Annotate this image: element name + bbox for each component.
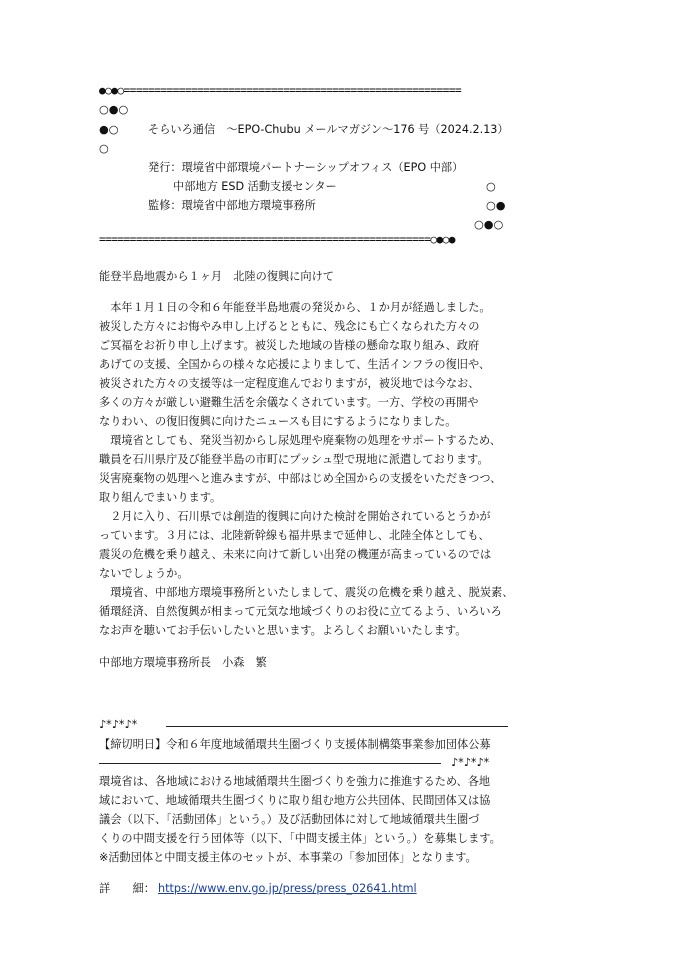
article-line: 多くの方々が厳しい避難生活を余儀なくされています。一方、学校の再開や — [99, 396, 479, 409]
header-decoration: ○ — [99, 142, 109, 155]
notice-line: くりの中間支援を行う団体等（以下、「中間支援主体」という。）を募集します。 — [99, 832, 501, 845]
article-line: ご冥福をお祈り申し上げます。被災した地域の皆様の懸命な取り組み、政府 — [99, 339, 480, 352]
notice-line: 環境省は、各地域における地域循環共生圏づくりを強力に推進するため、各地 — [99, 775, 491, 788]
article-line: なりわい、の復旧復興に向けたニュースも目にするようになりました。 — [99, 415, 457, 428]
supervisor-line: 監修：環境省中部地方環境事務所 — [148, 199, 316, 212]
article-heading: 能登半島地震から１ヶ月 北陸の復興に向けて — [99, 270, 334, 283]
newsletter-title: そらいろ通信 ～EPO-Chubu メールマガジン～176 号（2024.2.13） — [148, 123, 509, 136]
divider — [166, 726, 508, 727]
header-rule-bottom: ======================================================○●○● — [99, 233, 455, 246]
article-signature: 中部地方環境事務所長 小森 繁 — [99, 656, 267, 669]
article-line: なお声を聴いてお手伝いしたいと思います。よろしくお願いいたします。 — [99, 624, 467, 637]
header-decoration: ○●○ — [474, 218, 504, 231]
notice-title: 【締切明日】令和６年度地域循環共生圏づくり支援体制構築事業参加団体公募 — [99, 738, 491, 751]
notice-line: ※活動団体と中間支援主体のセットが、本事業の「参加団体」となります。 — [99, 851, 477, 864]
publisher-line: 中部地方 ESD 活動支援センター — [173, 180, 337, 193]
article-line: っています。３月には、北陸新幹線も福井県まで延伸し、北陸全体としても、 — [99, 529, 490, 542]
article-line: 被災した方々にお悔やみ申し上げるとともに、残念にも亡くなられた方々の — [99, 320, 480, 333]
article-line: あげての支援、全国からの様々な応援によりまして、生活インフラの復旧や、 — [99, 358, 491, 371]
header-decoration: ●○ — [99, 123, 119, 136]
article-line: 取り組んでまいります。 — [99, 491, 222, 504]
publisher-line: 発行：環境省中部環境パートナーシップオフィス（EPO 中部） — [148, 161, 464, 174]
divider — [99, 763, 441, 764]
header-rule-top: ●○●○======================================================= — [99, 84, 461, 97]
article-line: 循環経済、自然復興が相まって元気な地域づくりのお役に立てるよう、いろいろ — [99, 605, 502, 618]
article-line: 災害廃棄物の処理へと進みますが、中部はじめ全国からの支援をいただきつつ、 — [99, 472, 502, 485]
detail-link[interactable]: https://www.env.go.jp/press/press_02641.html — [158, 882, 417, 895]
notice-line: 議会（以下、「活動団体」という。）及び活動団体に対して地域循環共生圏づ — [99, 813, 480, 826]
header-decoration: ○ — [486, 180, 496, 193]
article-line: 震災の危機を乗り越え、未来に向けて新しい出発の機運が高まっているのでは — [99, 548, 492, 561]
notice-line: 域において、地域循環共生圏づくりに取り組む地方公共団体、民間団体又は協 — [99, 794, 491, 807]
detail-label: 詳 細： — [99, 882, 155, 895]
header-decoration: ○● — [486, 199, 506, 212]
article-line: 環境省としても、発災当初からし尿処理や廃棄物の処理をサポートするため、 — [99, 434, 501, 447]
article-line: ないでしょうか。 — [99, 567, 189, 580]
article-line: 被災された方々の支援等は一定程度進んでおりますが，被災地では今なお、 — [99, 377, 480, 390]
article-line: 環境省、中部地方環境事務所といたしまして、震災の危機を乗り越え、脱炭素、 — [99, 586, 514, 599]
article-line: 本年１月１日の令和６年能登半島地震の発災から、１か月が経過しました。 — [99, 301, 491, 314]
header-decoration: ○●○ — [99, 103, 129, 116]
notice-decoration-top: ♪*♪*♪* — [99, 718, 138, 731]
article-line: ２月に入り、石川県では創造的復興に向けた検討を開始されているとうかが — [99, 510, 491, 523]
notice-decoration-bottom: ♪*♪*♪* — [451, 756, 490, 769]
article-line: 職員を石川県庁及び能登半島の市町にプッシュ型で現地に派遣しております。 — [99, 453, 489, 466]
